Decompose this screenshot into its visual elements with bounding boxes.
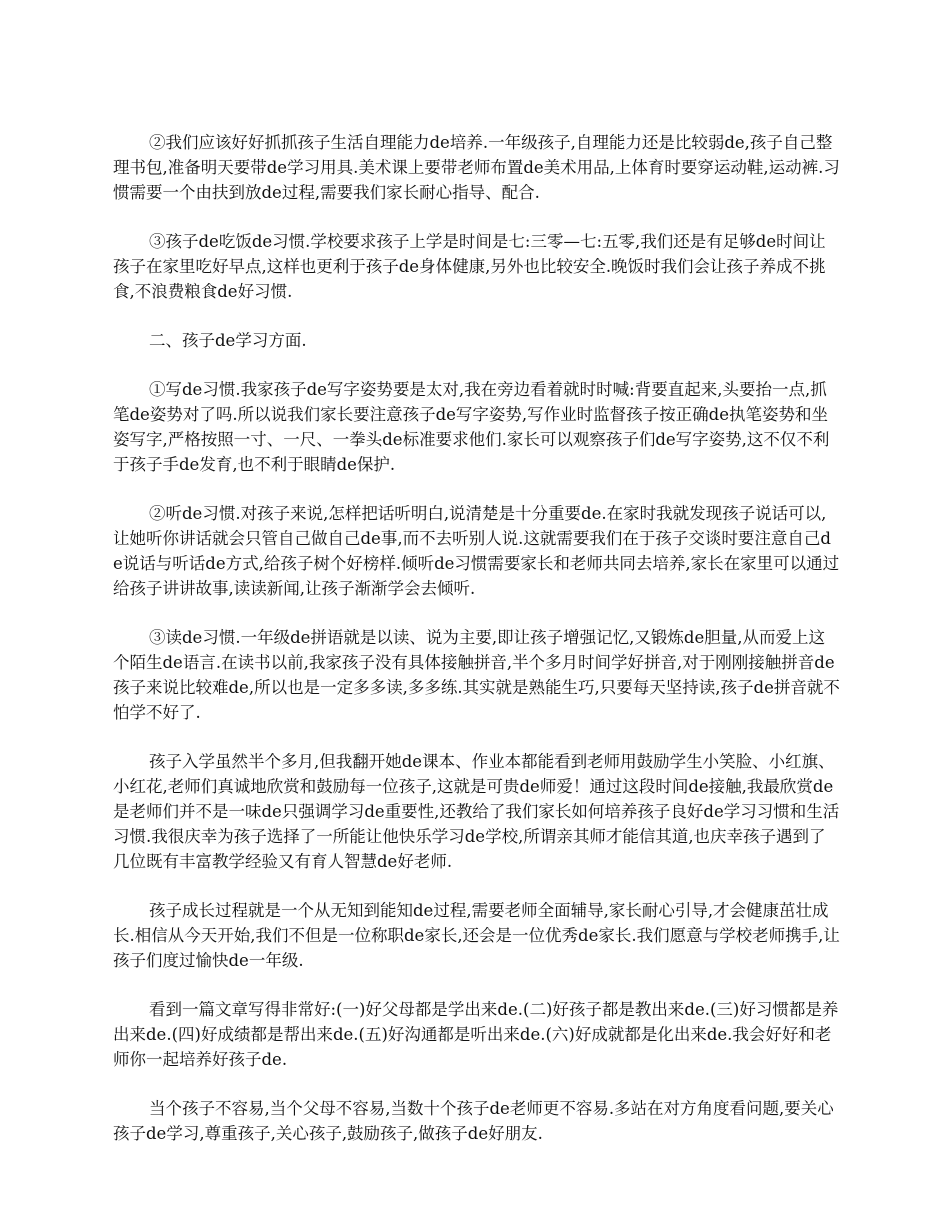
paragraph-quote: 看到一篇文章写得非常好:(一)好父母都是学出来de.(二)好孩子都是教出来de.(三)好习惯都是养出来de.(四)好成绩都是帮出来de.(五)好沟通都是听出来de.(六)好成就都是化出来de.我会好好和老师你一起培养好孩子de.: [113, 1000, 839, 1069]
paragraph-teacher-appreciation: 孩子入学虽然半个多月,但我翻开她de课本、作业本都能看到老师用鼓励学生小笑脸、小红旗、小红花,老师们真诚地欣赏和鼓励每一位孩子,这就是可贵de师爱！通过这段时间de接触,我最欣赏de是老师们并不是一味de只强调学习de重要性,还教给了我们家长如何培养孩子良好de学习习惯和生活习惯.我很庆幸为孩子选择了一所能让他快乐学习de学校,所谓亲其师才能信其道,也庆幸孩子遇到了几位既有丰富教学经验又有育人智慧de好老师.: [113, 752, 840, 871]
paragraph-listening-habits: ②听de习惯.对孩子来说,怎样把话听明白,说清楚是十分重要de.在家时我就发现孩子说话可以,让她听你讲话就会只管自己做自己de事,而不去听别人说.这就需要我们在于孩子交谈时要注意自己de说话与听话de方式,给孩子树个好榜样.倾听de习惯需要家长和老师共同去培养,家长在家里可以通过给孩子讲讲故事,读读新闻,让孩子渐渐学会去倾听.: [113, 504, 840, 598]
paragraph-closing: 当个孩子不容易,当个父母不容易,当数十个孩子de老师更不容易.多站在对方角度看问题,要关心孩子de学习,尊重孩子,关心孩子,鼓励孩子,做孩子de好朋友.: [113, 1099, 834, 1143]
paragraph-self-care: ②我们应该好好抓抓孩子生活自理能力de培养.一年级孩子,自理能力还是比较弱de,孩子自己整理书包,准备明天要带de学习用具.美术课上要带老师布置de美术用品,上体育时要穿运动鞋,运动裤.习惯需要一个由扶到放de过程,需要我们家长耐心指导、配合.: [113, 133, 840, 202]
paragraph-growth: 孩子成长过程就是一个从无知到能知de过程,需要老师全面辅导,家长耐心引导,才会健康茁壮成长.相信从今天开始,我们不但是一位称职de家长,还会是一位优秀de家长.我们愿意与学校老师携手,让孩子们度过愉快de一年级.: [113, 901, 840, 970]
section-heading-study: 二、孩子de学习方面.: [149, 331, 307, 350]
paragraph-writing-habits: ①写de习惯.我家孩子de写字姿势要是太对,我在旁边看着就时时喊:背要直起来,头要抬一点,抓笔de姿势对了吗.所以说我们家长要注意孩子de写字姿势,写作业时监督孩子按正确de执笔姿势和坐姿写字,严格按照一寸、一尺、一拳头de标准要求他们.家长可以观察孩子们de写字姿势,这不仅不利于孩子手de发育,也不利于眼睛de保护.: [113, 380, 830, 474]
paragraph-reading-habits: ③读de习惯.一年级de拼语就是以读、说为主要,即让孩子增强记忆,又锻炼de胆量,从而爱上这个陌生de语言.在读书以前,我家孩子没有具体接触拼音,半个多月时间学好拼音,对于刚刚接触拼音de孩子来说比较难de,所以也是一定多多读,多多练.其实就是熟能生巧,只要每天坚持读,孩子de拼音就不怕学不好了.: [113, 628, 840, 722]
paragraph-eating-habits: ③孩子de吃饭de习惯.学校要求孩子上学是时间是七:三零—七:五零,我们还是有足够de时间让孩子在家里吃好早点,这样也更利于孩子de身体健康,另外也比较安全.晚饭时我们会让孩子养成不挑食,不浪费粮食de好习惯.: [113, 232, 826, 301]
